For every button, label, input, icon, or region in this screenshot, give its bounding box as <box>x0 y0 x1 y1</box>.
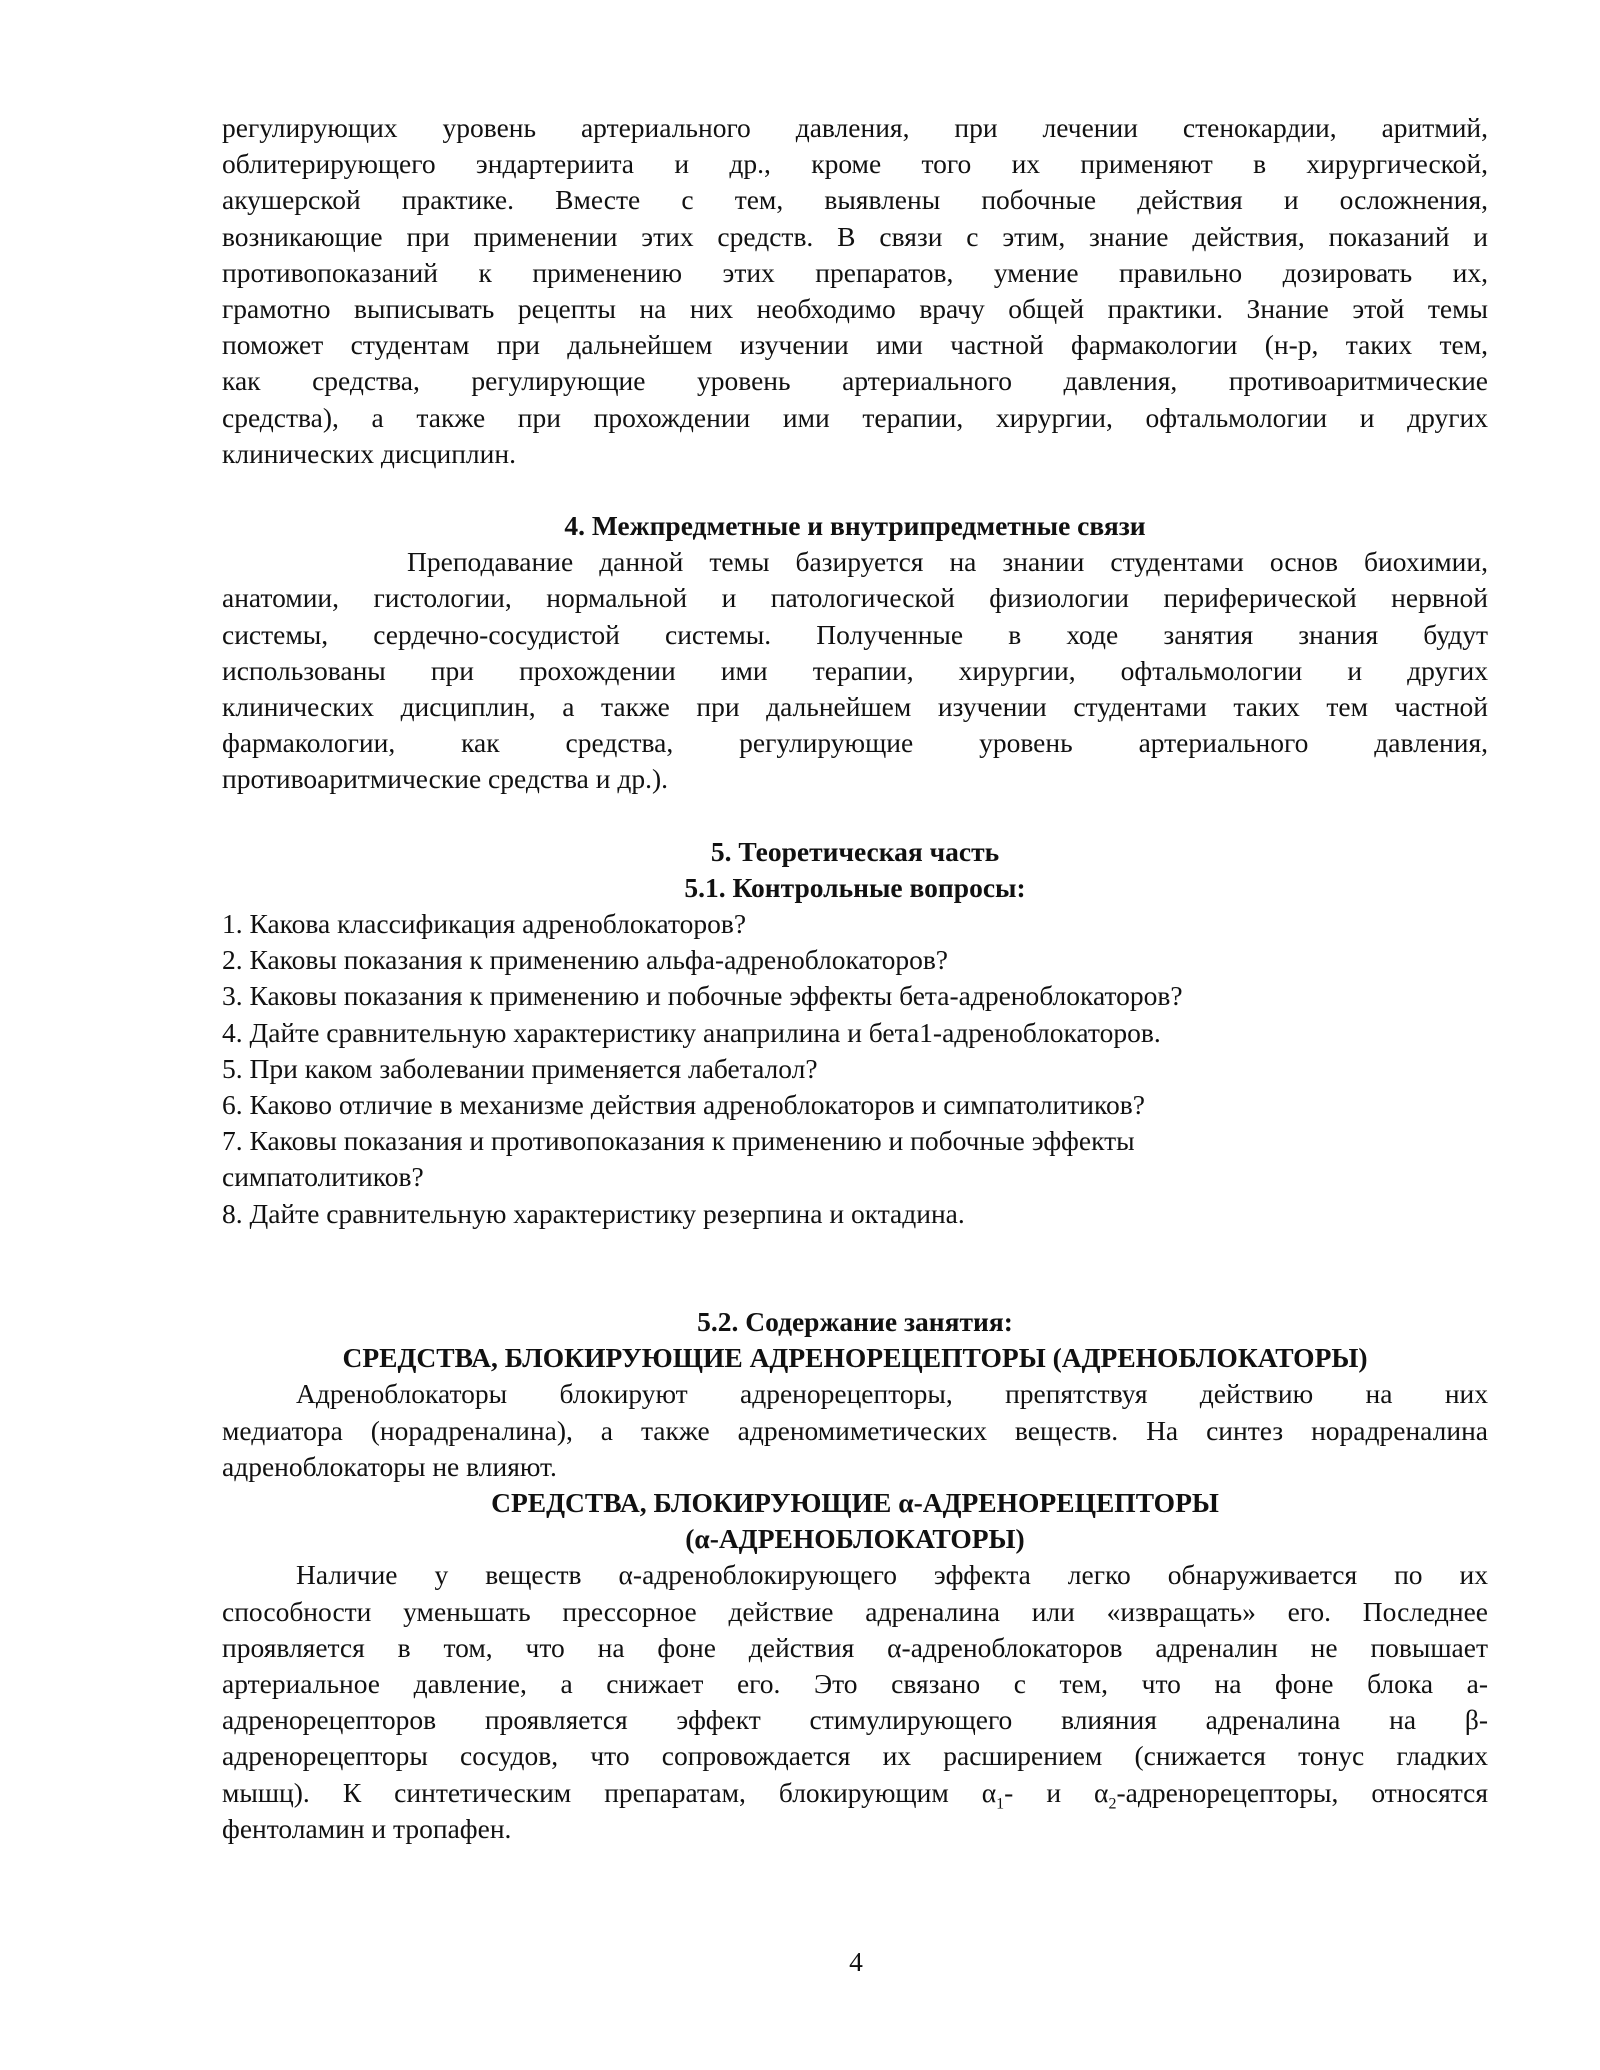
text-line: противоаритмические средства и др.). <box>222 763 668 795</box>
text-line: клинических дисциплин, а также при дальнейшем изучении студентами таких тем частной <box>222 691 1488 723</box>
text-line: акушерской практике. Вместе с тем, выявлены побочные действия и осложнения, <box>222 184 1488 216</box>
list-item: 3. Каковы показания к применению и побочные эффекты бета-адреноблокаторов? <box>222 980 1183 1012</box>
text-line: противопоказаний к применению этих препаратов, умение правильно дозировать их, <box>222 256 1488 288</box>
text-line: как средства, регулирующие уровень артериального давления, противоаритмические <box>222 365 1488 397</box>
list-item: симпатолитиков? <box>222 1161 424 1193</box>
text-line: регулирующих уровень артериального давления, при лечении стенокардии, аритмий, <box>222 112 1488 143</box>
text-line: поможет студентам при дальнейшем изучении ими частной фармакологии (н-р, таких тем, <box>222 329 1488 361</box>
list-item: 6. Каково отличие в механизме действия адреноблокаторов и симпатолитиков? <box>222 1089 1145 1121</box>
text-line: облитерирующего эндартериита и др., кроме того их применяют в хирургической, <box>222 148 1488 180</box>
adrenoblockers-title: СРЕДСТВА, БЛОКИРУЮЩИЕ АДРЕНОРЕЦЕПТОРЫ (АДРЕНОБЛОКАТОРЫ) <box>342 1342 1368 1374</box>
text-fragment: -адренорецепторы, относятся <box>1116 1776 1488 1808</box>
list-item: 2. Каковы показания к применению альфа-адреноблокаторов? <box>222 944 949 976</box>
list-item: 8. Дайте сравнительную характеристику резерпина и октадина. <box>222 1197 965 1229</box>
text-line: фармакологии, как средства, регулирующие уровень артериального давления, <box>222 727 1488 759</box>
list-item: 5. При каком заболевании применяется лабеталол? <box>222 1052 818 1084</box>
text-line: Адреноблокаторы блокируют адренорецепторы, препятствуя действию на них <box>296 1378 1488 1410</box>
text-line: средства), а также при прохождении ими терапии, хирургии, офтальмологии и других <box>222 401 1488 433</box>
alpha-blockers-paragraph <box>222 1557 1488 1847</box>
text-line <box>222 1775 1488 1811</box>
list-item: 4. Дайте сравнительную характеристику анаприлина и бета1-адреноблокаторов. <box>222 1016 1161 1048</box>
alpha-blockers-title: СРЕДСТВА, БЛОКИРУЮЩИЕ α-АДРЕНОРЕЦЕПТОРЫ <box>491 1486 1219 1518</box>
text-line: системы, сердечно-сосудистой системы. Полученные в ходе занятия знания будут <box>222 618 1488 650</box>
adrenoblockers-paragraph <box>222 1376 1488 1485</box>
text-line: способности уменьшать прессорное действие адреналина или «извращать» его. Последнее <box>222 1595 1488 1627</box>
control-questions-list <box>222 906 1488 1232</box>
intro-paragraph <box>222 110 1488 472</box>
list-item: 1. Какова классификация адреноблокаторов? <box>222 908 747 940</box>
text-line: анатомии, гистологии, нормальной и патологической физиологии периферической нервной <box>222 582 1488 614</box>
text-line: возникающие при применении этих средств. В связи с этим, знание действия, показаний и <box>222 220 1488 252</box>
subscript: 1 <box>996 1795 1005 1813</box>
document-page <box>222 110 1488 1847</box>
section-4-paragraph <box>222 544 1488 797</box>
text-line: Преподавание данной темы базируется на знании студентами основ биохимии, <box>407 546 1488 578</box>
text-line: адренорецепторов проявляется эффект стимулирующего влияния адреналина на β- <box>222 1704 1488 1736</box>
text-line: проявляется в том, что на фоне действия α-адреноблокаторов адреналин не повышает <box>222 1631 1488 1663</box>
alpha-blockers-subtitle: (α-АДРЕНОБЛОКАТОРЫ) <box>685 1523 1025 1555</box>
text-line: артериальное давление, а снижает его. Это связано с тем, что на фоне блока а- <box>222 1667 1488 1699</box>
section-5-2-heading: 5.2. Содержание занятия: <box>697 1305 1013 1337</box>
section-4-heading: 4. Межпредметные и внутрипредметные связи <box>564 510 1146 542</box>
list-item: 7. Каковы показания и противопоказания к применению и побочные эффекты <box>222 1125 1135 1157</box>
text-line: использованы при прохождении ими терапии, хирургии, офтальмологии и других <box>222 654 1488 686</box>
text-fragment: мышц). К синтетическим препаратам, блокирующим α <box>222 1776 997 1808</box>
text-line: грамотно выписывать рецепты на них необходимо врачу общей практики. Знание этой темы <box>222 293 1488 325</box>
text-line: клинических дисциплин. <box>222 437 516 469</box>
text-line: адренорецепторы сосудов, что сопровождается их расширением (снижается тонус гладких <box>222 1740 1488 1772</box>
text-line: Наличие у веществ α-адреноблокирующего эффекта легко обнаруживается по их <box>296 1559 1488 1591</box>
page-number: 4 <box>849 1946 863 1977</box>
text-fragment: - и α <box>1004 1776 1109 1808</box>
text-line: медиатора (норадреналина), а также адреномиметических веществ. На синтез норадреналина <box>222 1414 1488 1446</box>
subscript: 2 <box>1108 1795 1117 1813</box>
text-line: фентоламин и тропафен. <box>222 1812 512 1844</box>
text-line: адреноблокаторы не влияют. <box>222 1450 557 1482</box>
section-5-1-heading: 5.1. Контрольные вопросы: <box>684 871 1026 903</box>
section-5-heading: 5. Теоретическая часть <box>710 835 1000 867</box>
